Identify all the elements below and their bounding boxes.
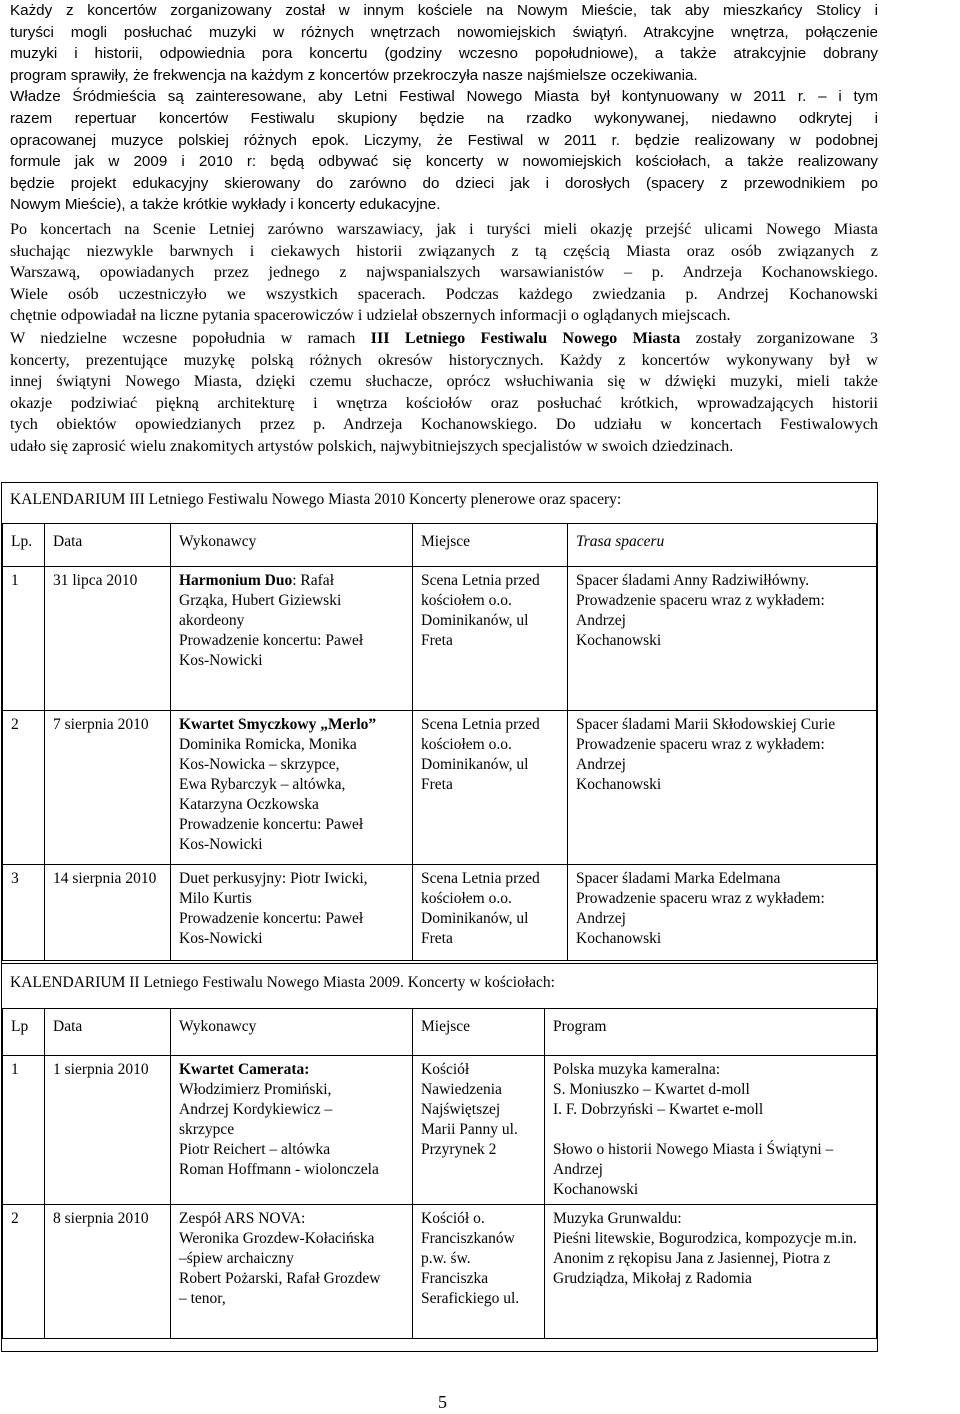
text-line: innej świątyni Nowego Miasta, dzięki czemu słuchacze, oprócz wsłuchiwania się w dźwięki muzyki, mieli także	[10, 372, 878, 391]
cell-program	[545, 1205, 877, 1339]
program-text: Grudziądza, Mikołaj z Radomia	[553, 1270, 752, 1287]
performer-text: akordeony	[179, 612, 245, 629]
table-header-row	[3, 1009, 877, 1056]
route-text: Spacer śladami Anny Radziwiłłówny.	[576, 572, 810, 589]
calendar-2010-table	[2, 523, 877, 961]
cell-date: 8 sierpnia 2010	[45, 1205, 171, 1339]
column-header: Wykonawcy	[171, 524, 413, 567]
table-header-row	[3, 524, 877, 567]
column-header: Program	[545, 1009, 877, 1056]
performer-text: Roman Hoffmann - wiolonczela	[179, 1161, 379, 1178]
place-text: Franciszkanów	[421, 1230, 515, 1247]
text-line: Nowym Mieście), a także krótkie wykłady i koncerty edukacyjne.	[10, 196, 441, 214]
route-text: Prowadzenie spaceru wraz z wykładem: Andrzej	[576, 890, 825, 927]
text-line: słuchając niezwykle barwnych i ciekawych historii związanych z tą częścią Miasta oraz osób związanych z	[10, 241, 878, 260]
performer-text: Grząka, Hubert Giziewski	[179, 592, 342, 609]
text-line: chętnie odpowiadał na liczne pytania spacerowiczów i udzielał obszernych informacji o oglądanych miejscach.	[10, 306, 731, 325]
column-header: Data	[45, 1009, 171, 1056]
performer-text: Włodzimierz Promiński,	[179, 1081, 332, 1098]
place-text: Najświętszej	[421, 1101, 501, 1118]
performer-text: Dominika Romicka, Monika	[179, 736, 357, 753]
performer-text: Kos-Nowicki	[179, 652, 263, 669]
program-text: S. Moniuszko – Kwartet d-moll	[553, 1081, 750, 1098]
column-header: Data	[45, 524, 171, 567]
column-header: Lp	[3, 1009, 45, 1056]
cell-route	[568, 865, 877, 961]
cell-performers	[171, 711, 413, 865]
route-text: Kochanowski	[576, 632, 662, 649]
performer-text: Milo Kurtis	[179, 890, 252, 907]
table-row	[3, 865, 877, 961]
cell-place	[413, 1205, 545, 1339]
route-text: Kochanowski	[576, 776, 662, 793]
program-text: Pieśni litewskie, Bogurodzica, kompozycje m.in.	[553, 1230, 857, 1247]
place-text: kościołem o.o.	[421, 890, 512, 907]
table-row	[3, 1056, 877, 1205]
program-text: Słowo o historii Nowego Miasta i Świątyni – Andrzej	[553, 1141, 834, 1178]
table-row	[3, 711, 877, 865]
place-text: Franciszka	[421, 1270, 489, 1287]
cell-performers	[171, 567, 413, 711]
performer-text: Duet perkusyjny: Piotr Iwicki,	[179, 870, 368, 887]
cell-performers	[171, 1056, 413, 1205]
text-line: muzyki i historii, odpowiednia pora koncertu (godziny wczesno popołudniowe), a także atrakcyjnie dobrany	[10, 45, 878, 63]
performer-text: skrzypce	[179, 1121, 235, 1138]
performer-text: – tenor,	[179, 1290, 226, 1307]
performer-text: Kos-Nowicki	[179, 930, 263, 947]
calendar-2009	[1, 964, 878, 1352]
place-text: kościołem o.o.	[421, 736, 512, 753]
text-line: Warszawą, opowiadanych przez jednego z najwspanialszych warsawianistów – p. Andrzeja Kochanowskiego.	[10, 263, 878, 282]
place-text: Serafickiego ul.	[421, 1290, 520, 1307]
text-line: razem repertuar koncertów Festiwalu skupiony będzie na rzadko wykonywanej, niedawno odkrytej i	[10, 109, 878, 127]
place-text: Dominikanów, ul	[421, 612, 529, 629]
text-line: Każdy z koncertów zorganizowany został w innym kościele na Nowym Mieście, tak aby mieszkańcy Stolicy i	[10, 2, 878, 19]
cell-performers	[171, 865, 413, 961]
column-header: Miejsce	[413, 1009, 545, 1056]
place-text: Nawiedzenia	[421, 1081, 502, 1098]
text-line: opracowanej muzyce polskiej różnych epok. Liczymy, że Festiwal w 2011 r. będzie realizowany w podobnej	[10, 131, 878, 149]
cell-lp: 1	[3, 1056, 45, 1205]
performer-name-bold: Kwartet Camerata:	[179, 1061, 310, 1078]
text-fragment: zostały zorganizowane 3	[680, 329, 879, 347]
performer-text: Zespół ARS NOVA:	[179, 1210, 306, 1227]
text-line: Po koncertach na Scenie Letniej zarówno warszawiacy, jak i turyści mieli okazję przejść ulicami Nowego Miasta	[10, 220, 878, 238]
text-line: Władze Śródmieścia są zainteresowane, aby Letni Festiwal Nowego Miasta był kontynuowany w 2011 r. – i tym	[10, 88, 878, 106]
column-header: Trasa spaceru	[568, 524, 877, 567]
program-text: Kochanowski	[553, 1181, 639, 1198]
program-text: Anonim z rękopisu Jana z Jasiennej, Piotra z	[553, 1250, 831, 1267]
text-line: udało się zaprosić wielu znakomitych artystów polskich, najwybitniejszych specjalistów w swoich dziedzinach.	[10, 436, 734, 455]
performer-text: Katarzyna Oczkowska	[179, 796, 319, 813]
text-line: koncerty, prezentujące muzykę polską różnych okresów historycznych. Każdy z koncertów wykonywany był w	[10, 350, 878, 369]
paragraph-2	[10, 219, 878, 327]
place-text: kościołem o.o.	[421, 592, 512, 609]
calendar-2010	[1, 482, 878, 964]
route-text: Spacer śladami Marka Edelmana	[576, 870, 781, 887]
cell-route	[568, 567, 877, 711]
text-fragment: W niedzielne wczesne popołudnia w ramach	[10, 329, 371, 347]
performer-text: Ewa Rybarczyk – altówka,	[179, 776, 346, 793]
place-text: Marii Panny ul.	[421, 1121, 518, 1138]
cell-place	[413, 1056, 545, 1205]
performer-name-bold: Harmonium Duo	[179, 572, 293, 589]
performer-text: Andrzej Kordykiewicz –	[179, 1101, 333, 1118]
column-header: Miejsce	[413, 524, 568, 567]
place-text: Freta	[421, 776, 453, 793]
cell-lp: 2	[3, 711, 45, 865]
place-text: p.w. św.	[421, 1250, 471, 1267]
cell-program	[545, 1056, 877, 1205]
calendar-title: KALENDARIUM III Letniego Festiwalu Nowego Miasta 2010 Koncerty plenerowe oraz spacery:	[10, 491, 622, 508]
performer-text: : Rafał	[292, 572, 334, 589]
place-text: Freta	[421, 632, 453, 649]
text-line: program sprawiły, że frekwencja na każdym z koncertów przekroczyła nasze najśmielsze oczekiwania.	[10, 66, 698, 84]
cell-date: 1 sierpnia 2010	[45, 1056, 171, 1205]
place-text: Przyrynek 2	[421, 1141, 497, 1158]
performer-text: Kos-Nowicki	[179, 836, 263, 853]
calendar-title: KALENDARIUM II Letniego Festiwalu Nowego Miasta 2009. Koncerty w kościołach:	[10, 974, 555, 991]
cell-lp: 3	[3, 865, 45, 961]
performer-text: Robert Pożarski, Rafał Grozdew	[179, 1270, 381, 1287]
program-text: Muzyka Grunwaldu:	[553, 1210, 682, 1227]
performer-text: Kos-Nowicka – skrzypce,	[179, 756, 340, 773]
calendar-2009-table	[2, 1008, 877, 1339]
table-row	[3, 567, 877, 711]
paragraph-3	[10, 328, 878, 458]
cell-place	[413, 865, 568, 961]
cell-lp: 2	[3, 1205, 45, 1339]
performer-text: –śpiew archaiczny	[179, 1250, 294, 1267]
text-line: będzie projekt edukacyjny skierowany do zarówno do dzieci jak i dorosłych (spacery z przewodnikiem po	[10, 174, 878, 192]
place-text: Scena Letnia przed	[421, 716, 540, 733]
performer-text: Weronika Grozdew-Kołacińska	[179, 1230, 375, 1247]
paragraph-1	[10, 0, 878, 216]
cell-date: 14 sierpnia 2010	[45, 865, 171, 961]
place-text: Scena Letnia przed	[421, 572, 540, 589]
cell-place	[413, 711, 568, 865]
column-header: Lp.	[3, 524, 45, 567]
text-line: okazje podziwiać piękną architekturę i wnętrza kościołów oraz posłuchać krótkich, wprowadzających historii	[10, 393, 878, 412]
performer-text: Piotr Reichert – altówka	[179, 1141, 331, 1158]
text-line: turyści mogli posłuchać muzyki w różnych wnętrzach nowomiejskich świątyń. Atrakcyjne wnętrza, połączenie	[10, 23, 878, 41]
text-line: Wiele osób uczestniczyło we wszystkich spacerach. Podczas każdego zwiedzania p. Andrzej Kochanowski	[10, 284, 878, 303]
text-line: tych obiektów opowiedzianych przez p. Andrzeja Kochanowskiego. Do udziału w koncertach Festiwalowych	[10, 415, 878, 434]
place-text: Kościół o.	[421, 1210, 485, 1227]
cell-lp: 1	[3, 567, 45, 711]
route-text: Kochanowski	[576, 930, 662, 947]
cell-date: 7 sierpnia 2010	[45, 711, 171, 865]
program-text: Polska muzyka kameralna:	[553, 1061, 721, 1078]
place-text: Kościół	[421, 1061, 470, 1078]
table-row	[3, 1205, 877, 1339]
place-text: Scena Letnia przed	[421, 870, 540, 887]
route-text: Prowadzenie spaceru wraz z wykładem: Andrzej	[576, 736, 825, 773]
page-number: 5	[438, 1392, 447, 1412]
festival-name-bold: III Letniego Festiwalu Nowego Miasta	[370, 329, 681, 347]
cell-route	[568, 711, 877, 865]
text-line	[10, 328, 878, 350]
performer-name-bold: Kwartet Smyczkowy „Merlo”	[179, 716, 377, 733]
performer-text: Prowadzenie koncertu: Paweł	[179, 632, 364, 649]
place-text: Freta	[421, 930, 453, 947]
performer-text: Prowadzenie koncertu: Paweł	[179, 910, 364, 927]
performer-text: Prowadzenie koncertu: Paweł	[179, 816, 364, 833]
route-text: Spacer śladami Marii Skłodowskiej Curie	[576, 716, 836, 733]
cell-performers	[171, 1205, 413, 1339]
place-text: Dominikanów, ul	[421, 910, 529, 927]
cell-date: 31 lipca 2010	[45, 567, 171, 711]
program-text: I. F. Dobrzyński – Kwartet e-moll	[553, 1101, 764, 1118]
text-line: formule jak w 2009 i 2010 r: będą odbywać się koncerty w nowomiejskich kościołach, a także realizowany	[10, 153, 878, 171]
route-text: Prowadzenie spaceru wraz z wykładem: Andrzej	[576, 592, 825, 629]
column-header: Wykonawcy	[171, 1009, 413, 1056]
place-text: Dominikanów, ul	[421, 756, 529, 773]
cell-place	[413, 567, 568, 711]
